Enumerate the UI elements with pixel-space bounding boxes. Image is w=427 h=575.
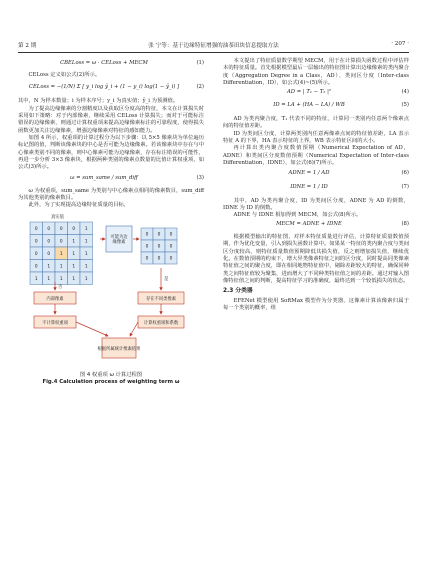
paragraph: AD 为类内聚合度，T₁ 代表不同的特征，计算同一类别内任意两个像素点间的特征值差距。 — [223, 115, 409, 130]
grid-cell-value: 1 — [47, 264, 51, 270]
paragraph: 如图 4 所示，权重项的计算过程分为以下步骤：以 5×5 像素块为单位遍历标记图的值，判断该像素块的中心是否可能为边缘像素。若该像素块中存在与中心像素类别不同的像素，则中心像素可能为边缘像素，存在标注错误的可能性，再进一步分析 3×3 像素块，根据两种类别的像素点数量的比值计算权重项，如公式(3)所示。 — [18, 135, 204, 171]
section-heading: 2.3 分类器 — [223, 288, 253, 295]
grid-cell-value: 0 — [34, 251, 38, 257]
svg-text:不计算权重项: 不计算权重项 — [42, 320, 68, 326]
label-yes: 是 — [164, 276, 169, 282]
grid-cell-value: 1 — [84, 251, 88, 257]
grid-cell-value: 1 — [72, 239, 76, 245]
grid-3x3 — [141, 228, 177, 264]
grid-cell-value: 1 — [84, 226, 88, 232]
equation-8: MECM = ADNE + IDNE (8) — [276, 221, 409, 228]
grid-cell-value: 1 — [72, 276, 76, 282]
equation-7: IDNE = 1 / ID (7) — [290, 184, 409, 191]
grid-cell-value: 0 — [34, 264, 38, 270]
svg-text:根据所属统计像素结果: 根据所属统计像素结果 — [97, 346, 141, 352]
grid-cell-value: 1 — [84, 239, 88, 245]
paragraph: 其中，AD 为类内聚合度，ID 为类间区分度，ADNE 为 AD 的倒数，IDNE 为 ID 的倒数。 — [223, 197, 409, 212]
grid-cell-value: 0 — [169, 244, 173, 250]
paragraph: ω 为权重项，sum_same 为类别与中心像素点相同的像素数目，sum_diff 为其他类别的像素数目。 — [18, 187, 204, 202]
grid-cell-value: 1 — [47, 276, 51, 282]
equation-3: ω = sum_same / sum_diff (3) — [70, 175, 204, 182]
grid-cell-value: 0 — [157, 256, 161, 262]
equation-4: AD = | T₁ − T₂ |² (4) — [286, 88, 409, 95]
running-title: 张 宁等：基于边缘特征增强的油茶田块信息提取方法 — [148, 43, 279, 49]
paragraph: ID 为类间区分度，计算两类别内任意两像素点间的特征值差距，LA 表示特征 A 的下界，HA 表示特征的上界，WB 表示特征区间的大小。 — [223, 130, 409, 144]
figure-4 — [18, 212, 204, 370]
figure-caption-cn: 图 4 权重项 ω 计算过程图 — [79, 371, 143, 378]
paragraph: 本文提出了特征质量数学期望 MECM，用于在计算损失函数过程中评估样本的特征质量。首先根据模型最后一层输出的特征图计算出边缘像素的类内聚合度（Aggregation Degree in a Class，AD）、类间区分度（Inter-class Differentiation，ID），如公式(4)~(5)所示。 — [223, 58, 409, 87]
edge-decision-text: 可能为边缘像素 — [110, 234, 128, 245]
paragraph: ADNE 与 IDNE 相加得到 MECM，如公式(8)所示。 — [233, 212, 362, 219]
grid-cell-value: 0 — [47, 239, 51, 245]
left-column — [18, 58, 204, 387]
grid-cell-value: 0 — [157, 244, 161, 250]
paragraph: 根据模型输出的特征图，对样本特征质量进行评估，计算特征质量数值预期，作为优化变量，引入到损失函数计算中。如果某一特征的类内聚合度与类间区分度较高，则特征质量数值预期降低其损失值，反之则增加损失值，继续优化。在数值预期的约束下，增大异类像素特征之间的区分度，同时提高同类像素特征值之间的聚合度，即在相同地物特征值中，剔除差距较大的特征，确保同种类之间特征值较为聚集，进而增大了不同种类特征值之间的差距。通过对输入图像特征值之间的判断，提高特征学习的准确度，最终达到一个较低损失的状态。 — [223, 233, 409, 284]
grid-cell-value: 0 — [59, 226, 63, 232]
paragraph: EFENet 模型使用 SoftMax 模型作为分类器，这像素计算该像素归属于每一个类别的概率，组 — [223, 297, 409, 311]
grid-cell-value: 1 — [59, 276, 63, 282]
grid-cell-value: 0 — [169, 232, 173, 238]
equation-6: ADNE = 1 / AD (6) — [288, 169, 409, 176]
paragraph: 再计算出类内聚合度数值预期（Numerical Expectation of AD，ADNE）和类间区分度数值预期（Numerical Expectation of Inter-class Differentiation，IDNE），如公式(6)(7)所示。 — [223, 145, 409, 166]
grid-cell-value: 1 — [59, 264, 63, 270]
figure-caption-en: Fig.4 Calculation process of weighting term ω — [42, 379, 180, 386]
grid-cell-value: 1 — [34, 276, 38, 282]
grid-cell-value: 1 — [84, 276, 88, 282]
paragraph: 此外，为了实现提高边缘特征质量的目标， — [28, 202, 130, 209]
equation-1: CBELoss = ω · CELoss + MECM (1) — [60, 59, 204, 66]
weight-flowchart — [18, 212, 204, 370]
grid-cell-value: 0 — [169, 256, 173, 262]
grid-cell-value: 0 — [157, 232, 161, 238]
grid-cell-value: 1 — [84, 264, 88, 270]
page-number: · 207 · — [391, 41, 409, 47]
grid-cell-value: 0 — [145, 232, 149, 238]
right-column — [223, 58, 409, 312]
grid-5x5 — [30, 222, 93, 285]
paragraph: CELoss 定义如公式(2)所示。 — [28, 72, 101, 78]
equation-5: ID = LA + (HA − LA) / WB (5) — [273, 102, 409, 109]
grid-cell-value: 0 — [47, 226, 51, 232]
grid-cell-value: 0 — [47, 251, 51, 257]
svg-text:存在不同类像素: 存在不同类像素 — [145, 296, 177, 302]
issue-number: 第 2 期 — [18, 43, 37, 49]
ground-truth-label: 真实值 — [51, 214, 64, 220]
label-no: 否 — [58, 284, 63, 290]
grid-cell-value: 1 — [72, 264, 76, 270]
grid-cell-value: 0 — [145, 256, 149, 262]
paragraph: 其中，N 为样本数量；i 为样本序号；y_i 为真实值；ŷ_i 为预测值。 — [18, 98, 179, 105]
grid-cell-value: 0 — [145, 244, 149, 250]
svg-text:内部像素: 内部像素 — [46, 296, 64, 302]
paragraph: 为了提高边缘像素的分割精度以及获取区分度高的特征，本文在计算损失时采用如下策略：对于内部像素，继续采用 CELoss 计算损失；而对于可能标注错误的边缘像素，则通过计算权重项来提高边缘像素标注的可靠程度，使得损失函数更加关注边缘像素，增强边缘像素对特征的感知能力。 — [18, 105, 204, 134]
grid-cell-value: 0 — [59, 239, 63, 245]
header-rule — [18, 52, 409, 53]
equation-2: CELoss = −(1/N) Σ [ y_i log ŷ_i + (1 − y_i) log(1 − ŷ_i) ] (2) — [28, 83, 204, 90]
grid-cell-value: 0 — [34, 226, 38, 232]
grid-cell-value: 0 — [34, 239, 38, 245]
grid-cell-value: 1 — [72, 251, 76, 257]
grid-cell-value: 0 — [72, 226, 76, 232]
svg-text:计算权重项和系数: 计算权重项和系数 — [143, 320, 179, 326]
grid-cell-value: 1 — [59, 251, 63, 257]
